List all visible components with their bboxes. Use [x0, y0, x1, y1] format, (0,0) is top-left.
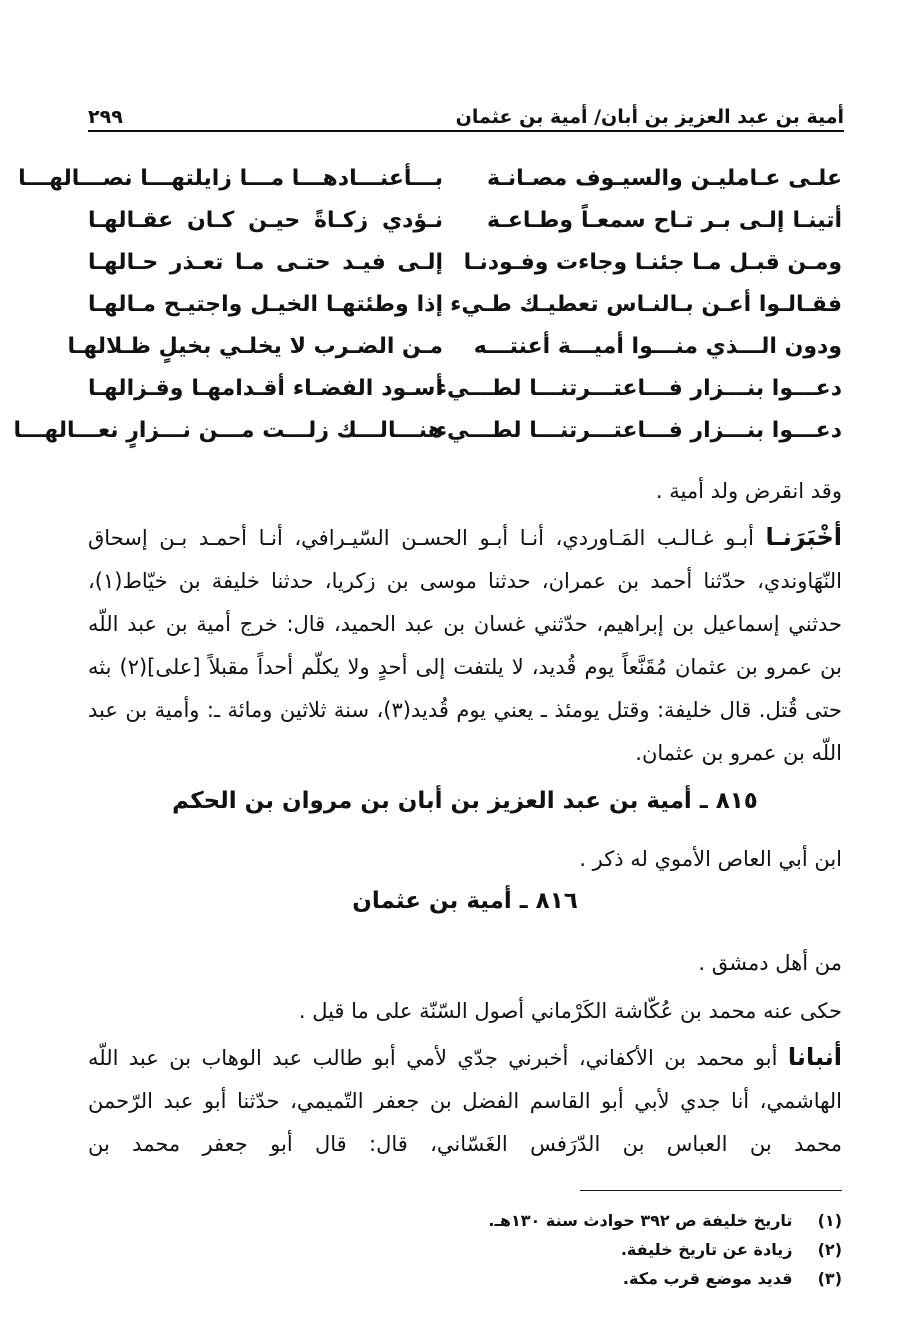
- paragraph-narration: حكى عنه محمد بن عُكّاشة الكَرْماني أصول السّنّة على ما قيل .: [298, 999, 842, 1023]
- footnote-text: زيادة عن تاريخ خليفة.: [620, 1240, 793, 1259]
- footnotes: [300, 1206, 842, 1293]
- paragraph-isnad-2: [88, 1036, 842, 1166]
- footnote-text: قديد موضع قرب مكة.: [622, 1269, 793, 1288]
- verse-line: ومـن قبـل مـا جئنـا وجاءت وفـودنـا: [463, 250, 842, 275]
- verse-line: علـى عـامليـن والسيـوف مصـانـة: [487, 166, 842, 191]
- poem-verses: [13, 158, 842, 448]
- isnad-text: أبـو غـالـب المَـاوردي، أنـا أبـو الحسـن السّيـرافي، أنـا أحمـد بـن إسحاق النّهَاوندي، حدّثنا أحمد بن عمران، حدثنا موسى بن زكريا، حدثنا خليفة بن خيّاط(١)، حدثني إسماعيل بن إبراهيم، حدّثني غسان بن عبد الحميد، قال: خرج أمية بن عبد اللّه بن عمرو بن عثمان مُقَنَّعاً يوم قُديد، لا يلتفت إلى أحدٍ ولا يكلّم أحداً مقبلاً [على](٢) بثه حتى قُتل. قال خليفة: وقتل يومئذ ـ يعني يوم قُديد(٣)، سنة ثلاثين ومائة ـ: وأمية بن عبد اللّه بن عمرو بن عثمان.: [88, 526, 842, 765]
- paragraph-origin: من أهل دمشق .: [698, 951, 842, 975]
- isnad-text: أبو محمد بن الأكفاني، أخبرني جدّي لأمي أبو طالب عبد الوهاب بن عبد اللّه الهاشمي، أنا جدي لأبي أبو القاسم الفضل بن جعفر التّميمي، حدّثنا أبو عبد الرّحمن محمد بن العباس بن الدّرَفس الغَسّاني، قال: قال أبو جعفر محمد بن: [88, 1046, 842, 1156]
- page-number: ٢٩٩: [88, 106, 123, 128]
- footnote: [300, 1264, 842, 1293]
- footnote: [300, 1206, 842, 1235]
- running-header: [88, 92, 844, 128]
- paragraph-isnad-1: [88, 516, 842, 775]
- verse-line: دعـــوا بنـــزار فـــاعتـــرتنـــا لطـــيء: [435, 418, 842, 443]
- verse-line: نـؤدي زكـاةً حيـن كـان عقـالهـا: [88, 208, 443, 233]
- verse-line: إذا وطئتهـا الخيـل واجتيـح مـالهـا: [88, 292, 443, 317]
- verse-line: إلـى فيـد حتـى مـا تعـذر حـالهـا: [88, 250, 443, 275]
- footnote-number: (٢): [817, 1240, 842, 1259]
- isnad-lead-word: أخْبَرَنـا: [765, 523, 842, 551]
- footnote-rule: [580, 1190, 842, 1191]
- footnote: [300, 1235, 842, 1264]
- isnad-lead-word: أنبانا: [787, 1043, 842, 1071]
- verse-line: أسـود الفضـاء أقـدامهـا وقـزالهـا: [88, 376, 443, 401]
- verse-column-left: [13, 158, 443, 452]
- verse-column-right: [435, 158, 842, 452]
- paragraph-extinction: وقد انقرض ولد أمية .: [655, 479, 842, 503]
- verse-line: أتينـا إلـى بـر تـاح سمعـاً وطـاعـة: [487, 208, 842, 233]
- verse-line: دعـــوا بنـــزار فـــاعتـــرتنـــا لطـــيء: [435, 376, 842, 401]
- running-title: أمية بن عبد العزيز بن أبان/ أمية بن عثمان: [455, 106, 844, 128]
- verse-line: فقـالـوا أعـن بـالنـاس تعطيـك طـيء: [450, 292, 842, 317]
- footnote-text: تاريخ خليفة ص ٣٩٢ حوادث سنة ١٣٠هـ.: [488, 1211, 793, 1230]
- entry-title-816: ٨١٦ ـ أمية بن عثمان: [352, 888, 578, 914]
- verse-line: هنـــالـــك زلـــت مـــن نـــزارٍ نعـــالهـــا: [13, 418, 443, 443]
- verse-line: بـــأعنـــادهـــا مـــا زايلتهـــا نصـــالهـــا: [18, 166, 443, 191]
- footnote-number: (١): [817, 1211, 842, 1230]
- paragraph-entry-815: ابن أبي العاص الأموي له ذكر .: [579, 847, 842, 871]
- verse-line: مـن الضـرب لا يخلـي بخيلٍ ظـلالهـا: [67, 334, 443, 359]
- header-rule: [88, 130, 844, 132]
- verse-line: ودون الـــذي منـــوا أميـــة أعنتـــه: [473, 334, 842, 359]
- footnote-number: (٣): [817, 1269, 842, 1288]
- entry-title-815: ٨١٥ ـ أمية بن عبد العزيز بن أبان بن مروان بن الحكم: [172, 788, 758, 814]
